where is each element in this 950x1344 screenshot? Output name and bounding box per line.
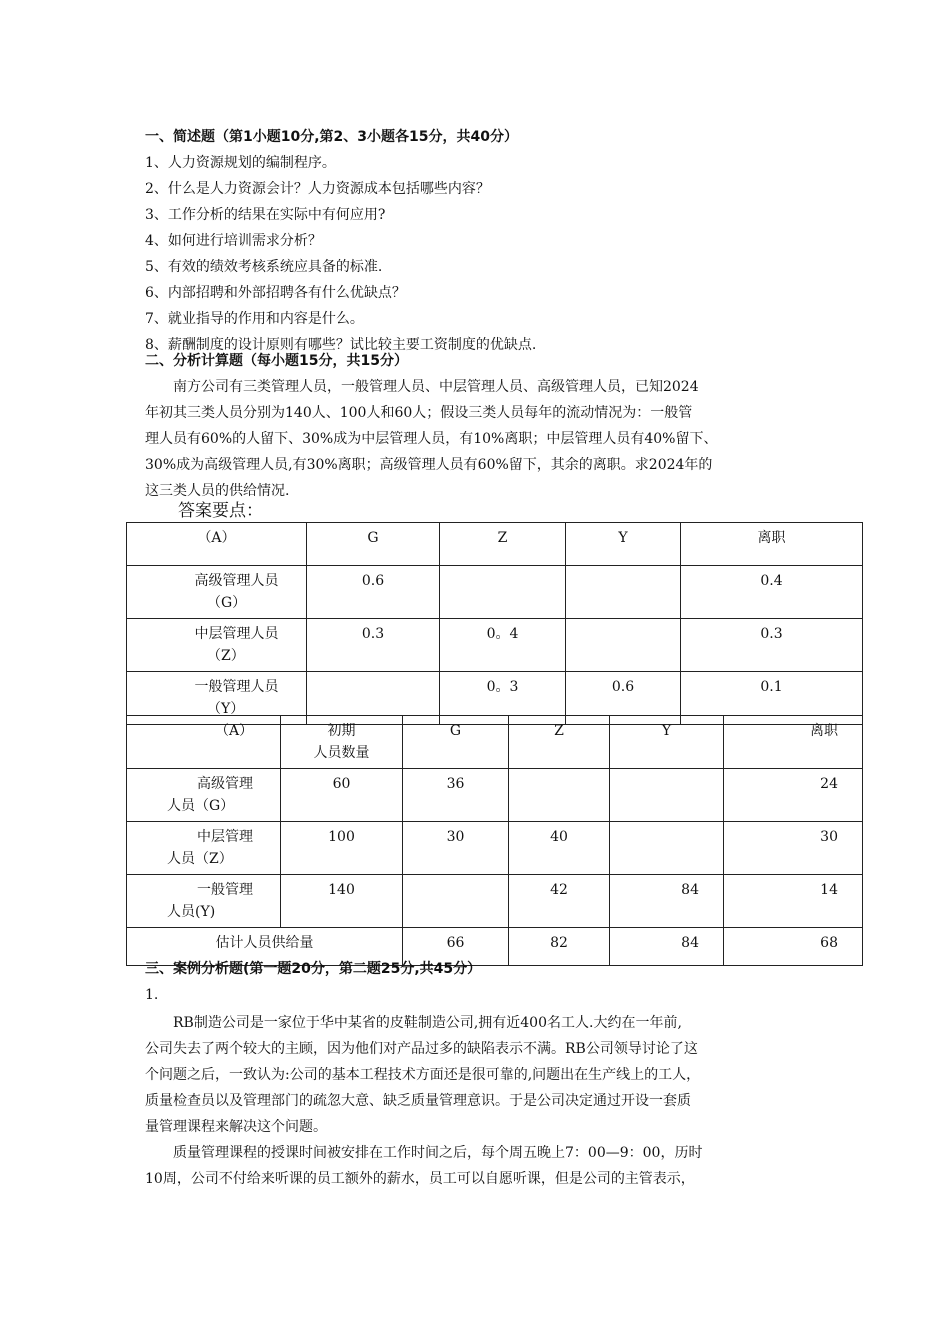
total-z: 82 (509, 928, 610, 966)
question-item: 7、就业指导的作用和内容是什么。 (145, 311, 364, 327)
case-line: 10周，公司不付给来听课的员工额外的薪水，员工可以自愿听课，但是公司的主管表示， (145, 1171, 695, 1187)
total-label-cell: 估计人员供给量 (127, 928, 403, 966)
table-header-row (127, 716, 863, 769)
header-cell: 初期 人员数量 (281, 716, 403, 769)
total-g: 66 (403, 928, 509, 966)
row-label-cell: 一般管理人员 （Y） (127, 672, 307, 725)
cell-g: 0.6 (307, 566, 440, 619)
supply-estimate-table (126, 715, 863, 966)
cell-g: 0.3 (307, 619, 440, 672)
table-row (127, 619, 863, 672)
question-item: 2、什么是人力资源会计？人力资源成本包括哪些内容？ (145, 181, 490, 197)
cell-y (566, 566, 681, 619)
cell-y: 84 (610, 875, 724, 928)
question-item: 3、工作分析的结果在实际中有何应用? (145, 207, 386, 223)
problem-line: 年初其三类人员分别为140人、100人和60人；假设三类人员每年的流动情况为：一般管 (145, 405, 693, 421)
cell-z: 0。3 (440, 672, 566, 725)
total-y: 84 (610, 928, 724, 966)
question-item: 8、薪酬制度的设计原则有哪些？试比较主要工资制度的优缺点. (145, 337, 537, 353)
case-line: 质量管理课程的授课时间被安排在工作时间之后，每个周五晚上7：00—9：00，历时 (173, 1145, 703, 1161)
header-cell: （A） (127, 716, 281, 769)
table-row (127, 566, 863, 619)
cell-initial: 60 (281, 769, 403, 822)
total-leave: 68 (724, 928, 863, 966)
question-item: 4、如何进行培训需求分析？ (145, 233, 322, 249)
transition-matrix-table (126, 522, 863, 725)
cell-initial: 100 (281, 822, 403, 875)
question-item: 6、内部招聘和外部招聘各有什么优缺点？ (145, 285, 406, 301)
answer-label: 答案要点： (178, 501, 263, 521)
cell-z: 0。4 (440, 619, 566, 672)
cell-z: 40 (509, 822, 610, 875)
header-cell: Y (566, 523, 681, 566)
cell-leave: 0.1 (681, 672, 863, 725)
cell-leave: 24 (724, 769, 863, 822)
problem-line: 理人员有60%的人留下、30%成为中层管理人员，有10%离职；中层管理人员有40%留下、 (145, 431, 718, 447)
cell-z: 42 (509, 875, 610, 928)
section2-title: 二、分析计算题（每小题15分，共15分） (145, 353, 408, 369)
row-label-cell: 高级管理 人员（G） (127, 769, 281, 822)
cell-initial: 140 (281, 875, 403, 928)
case-line: RB制造公司是一家位于华中某省的皮鞋制造公司,拥有近400名工人.大约在一年前, (173, 1015, 682, 1031)
header-cell: Z (509, 716, 610, 769)
table-header-row (127, 523, 863, 566)
table-row (127, 769, 863, 822)
header-cell: Y (610, 716, 724, 769)
table-row (127, 822, 863, 875)
cell-g (403, 875, 509, 928)
case-line: 个问题之后，一致认为:公司的基本工程技术方面还是很可靠的,问题出在生产线上的工人， (145, 1067, 701, 1083)
cell-y: 0.6 (566, 672, 681, 725)
header-cell: 离职 (681, 523, 863, 566)
case-line: 质量检查员以及管理部门的疏忽大意、缺乏质量管理意识。于是公司决定通过开设一套质 (145, 1093, 691, 1109)
cell-y (610, 769, 724, 822)
problem-line: 这三类人员的供给情况. (145, 483, 290, 499)
section1-title: 一、简述题（第1小题10分,第2、3小题各15分，共40分） (145, 129, 518, 145)
question-item: 1、人力资源规划的编制程序。 (145, 155, 336, 171)
header-cell: G (403, 716, 509, 769)
row-label-cell: 一般管理 人员(Y) (127, 875, 281, 928)
case-line: 量管理课程来解决这个问题。 (145, 1119, 327, 1135)
header-cell: 离职 (724, 716, 863, 769)
section3-title: 三、案例分析题(第一题20分，第二题25分,共45分） (145, 961, 482, 977)
header-cell: （A） (127, 523, 307, 566)
row-label-cell: 高级管理人员 （G） (127, 566, 307, 619)
cell-y (610, 822, 724, 875)
table-row (127, 875, 863, 928)
cell-leave: 30 (724, 822, 863, 875)
problem-line: 30%成为高级管理人员,有30%离职；高级管理人员有60%留下，其余的离职。求2024年的 (145, 457, 713, 473)
case-line: 公司失去了两个较大的主顾，因为他们对产品过多的缺陷表示不满。RB公司领导讨论了这 (145, 1041, 698, 1057)
case-paragraph-2 (145, 1140, 820, 1192)
cell-g: 30 (403, 822, 509, 875)
cell-leave: 14 (724, 875, 863, 928)
cell-z (509, 769, 610, 822)
problem-line: 南方公司有三类管理人员，一般管理人员、中层管理人员、高级管理人员，已知2024 (173, 379, 699, 395)
cell-y (566, 619, 681, 672)
case-paragraph-1 (145, 1010, 820, 1140)
case-number: 1. (145, 987, 159, 1003)
cell-leave: 0.3 (681, 619, 863, 672)
header-cell: G (307, 523, 440, 566)
cell-leave: 0.4 (681, 566, 863, 619)
row-label-cell: 中层管理 人员（Z） (127, 822, 281, 875)
header-cell: Z (440, 523, 566, 566)
question-item: 5、有效的绩效考核系统应具备的标准. (145, 259, 383, 275)
problem-statement (145, 374, 820, 504)
row-label-cell: 中层管理人员 （Z） (127, 619, 307, 672)
cell-g: 36 (403, 769, 509, 822)
cell-z (440, 566, 566, 619)
